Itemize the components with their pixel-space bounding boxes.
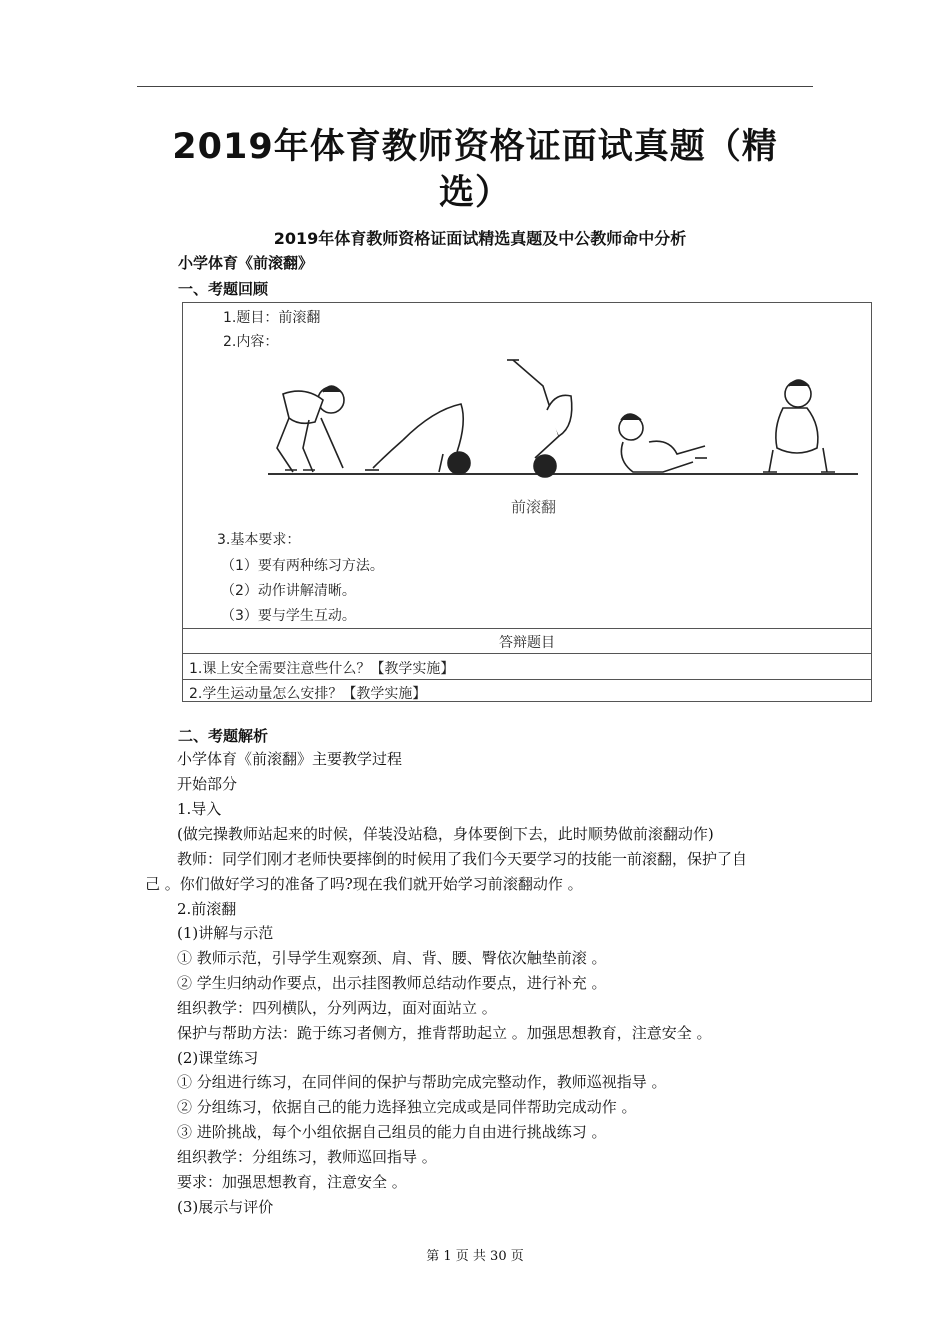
box-divider <box>183 653 871 654</box>
body-line: (做完操教师站起来的时候，佯装没站稳，身体要倒下去，此时顺势做前滚翻动作) <box>177 825 714 843</box>
requirements-title: 3.基本要求： <box>217 532 301 548</box>
answer-header: 答辩题目 <box>499 635 555 651</box>
figure-caption: 前滚翻 <box>511 498 557 516</box>
body-line: 教师：同学们刚才老师快要摔倒的时候用了我们今天要学习的技能一前滚翻，保护了自 <box>177 850 748 868</box>
body-line: ① 教师示范，引导学生观察颈、肩、背、腰、臀依次触垫前滚 。 <box>177 949 607 967</box>
page-title: 2019年体育教师资格证面试真题（精选） <box>172 127 778 213</box>
page-footer: 第 1 页 共 30 页 <box>426 1249 524 1264</box>
requirement-2: （2）动作讲解清晰。 <box>221 583 356 599</box>
figure-crouch-start <box>277 386 344 472</box>
figure-sitting-tuck <box>619 414 707 472</box>
body-line: (2)课堂练习 <box>177 1049 259 1067</box>
body-line: 小学体育《前滚翻》主要教学过程 <box>177 750 403 768</box>
body-line: 己 。你们做好学习的准备了吗?现在我们就开始学习前滚翻动作 。 <box>145 875 583 893</box>
exam-question-box <box>182 302 872 702</box>
body-line: 开始部分 <box>177 775 238 793</box>
body-line: 保护与帮助方法：跪于练习者侧方，推背帮助起立 。加强思想教育，注意安全 。 <box>177 1024 712 1042</box>
defense-question-1: 1.课上安全需要注意些什么？【教学实施】 <box>189 661 455 677</box>
body-line: ① 分组进行练习，在同伴间的保护与帮助完成完整动作，教师巡视指导 。 <box>177 1073 667 1091</box>
body-line: 1.导入 <box>177 800 222 818</box>
body-line: 2.前滚翻 <box>177 900 237 918</box>
body-line: 组织教学：四列横队，分列两边，面对面站立 。 <box>177 999 497 1017</box>
subtitle: 2019年体育教师资格证面试精选真题及中公教师命中分析 <box>273 229 687 248</box>
body-line: ② 分组练习，依据自己的能力选择独立完成或是同伴帮助完成动作 。 <box>177 1098 637 1116</box>
figure-pike-roll <box>365 404 470 474</box>
box-divider <box>183 679 871 680</box>
topic-heading: 小学体育《前滚翻》 <box>178 254 314 272</box>
forward-roll-illustration <box>263 358 863 483</box>
question-content-label: 2.内容： <box>223 334 279 350</box>
figure-tuck-roll <box>507 360 572 477</box>
body-line: (1)讲解与示范 <box>177 924 274 942</box>
question-title: 1.题目：前滚翻 <box>223 310 321 326</box>
body-line: 组织教学：分组练习，教师巡回指导 。 <box>177 1148 437 1166</box>
section-analysis-heading: 二、考题解析 <box>178 727 269 745</box>
figure-crouch-finish <box>763 380 835 472</box>
body-line: ③ 进阶挑战，每个小组依据自己组员的能力自由进行挑战练习 。 <box>177 1123 607 1141</box>
body-line: 要求：加强思想教育，注意安全 。 <box>177 1173 407 1191</box>
requirement-1: （1）要有两种练习方法。 <box>221 558 384 574</box>
box-divider <box>183 628 871 629</box>
body-line: ② 学生归纳动作要点，出示挂图教师总结动作要点，进行补充 。 <box>177 974 607 992</box>
requirement-3: （3）要与学生互动。 <box>221 608 356 624</box>
section-review-heading: 一、考题回顾 <box>178 280 269 298</box>
body-line: (3)展示与评价 <box>177 1198 274 1216</box>
header-rule <box>137 86 813 87</box>
defense-question-2: 2.学生运动量怎么安排？【教学实施】 <box>189 686 427 702</box>
